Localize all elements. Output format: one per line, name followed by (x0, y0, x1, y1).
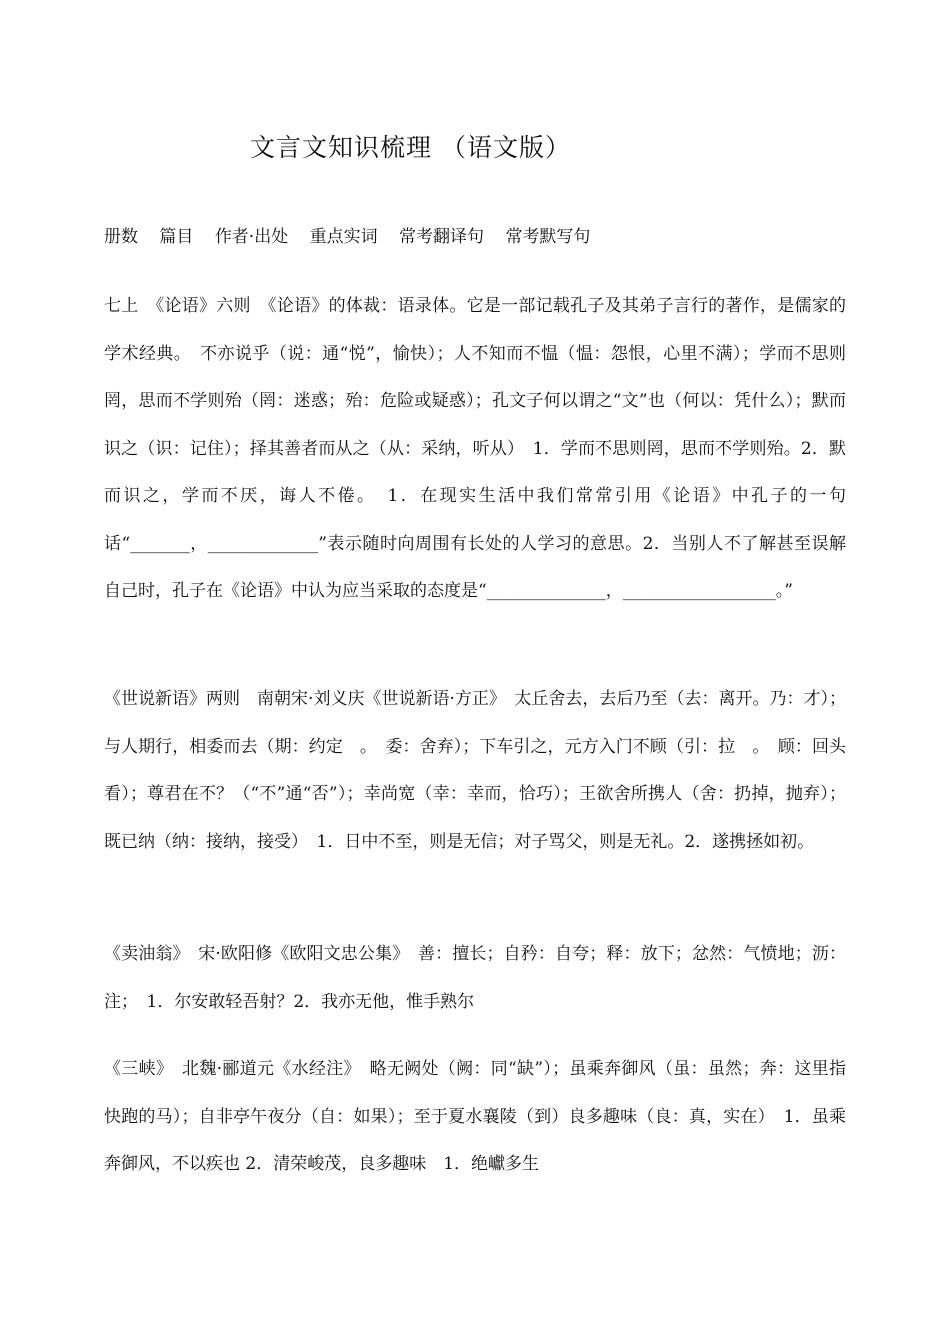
header-translation: 常考翻译句 (399, 227, 485, 247)
section-text: 《卖油翁》 宋·欧阳修《欧阳文忠公集》 善：擅长；自矜：自夸；释：放下；忿然：气愤地；沥：注； 1．尔安敢轻吾射？2．我亦无他，惟手熟尔 (104, 944, 846, 1012)
section-text: 七上 《论语》六则 《论语》的体裁：语录体。它是一部记载孔子及其弟子言行的著作，是儒家的学术经典。 不亦说乎（说：通“悦”，愉快）；人不知而不愠（愠：怨恨，心里不满）；学而不思则罔，思而不学则殆（罔：迷惑；殆：危险或疑惑）；孔文子何以谓之“文”也（何以：凭什么）；默而识之（识：记住）；择其善者而从之（从：采纳，听从） 1．学而不思则罔，思而不学则殆。2．默而识之，学而不厌，诲人不倦。 1．在现实生活中我们常常引用《论语》中孔子的一句话“_______，_____________”表示随时向周围有长处的人学习的意思。2．当别人不了解甚至误解自己时，孔子在《论语》中认为应当采取的态度是“______________，__________________。” (104, 296, 846, 601)
section-maiyouweng (104, 931, 846, 1026)
header-author-source: 作者·出处 (214, 227, 289, 247)
section-text: 《三峡》 北魏·郦道元《水经注》 略无阙处（阙：同“缺”）；虽乘奔御风（虽：虽然；奔：这里指快跑的马）；自非亭午夜分（自：如果）；至于夏水襄陵（到）良多趣味（良：真，实在） 1．虽乘奔御风，不以疾也 2．清荣峻茂，良多趣味 1．绝巘多生 (104, 1059, 846, 1174)
header-key-words: 重点实词 (309, 227, 378, 247)
header-chapter: 篇目 (159, 227, 194, 247)
section-text: 《世说新语》两则 南朝宋·刘义庆《世说新语·方正》 太丘舍去，去后乃至（去：离开。乃：才）；与人期行，相委而去（期：约定 。 委：舍弃）；下车引之，元方入门不顾（引：拉 。 顾：回头看）；尊君在不？（“不”通“否”）；幸尚宽（幸：幸而，恰巧）；王欲舍所携人（舍：扔掉，抛弃）；既已纳（纳：接纳，接受） 1．日中不至，则是无信；对子骂父，则是无礼。2．遂携拯如初。 (104, 689, 846, 852)
column-headers (104, 222, 606, 247)
document-title: 文言文知识梳理 （语文版） (250, 133, 571, 162)
section-sanxia (104, 1046, 846, 1189)
header-volume: 册数 (104, 227, 138, 247)
section-shishuo-xinyu (104, 676, 846, 866)
header-recitation: 常考默写句 (505, 227, 591, 247)
section-lunyu (104, 283, 846, 616)
